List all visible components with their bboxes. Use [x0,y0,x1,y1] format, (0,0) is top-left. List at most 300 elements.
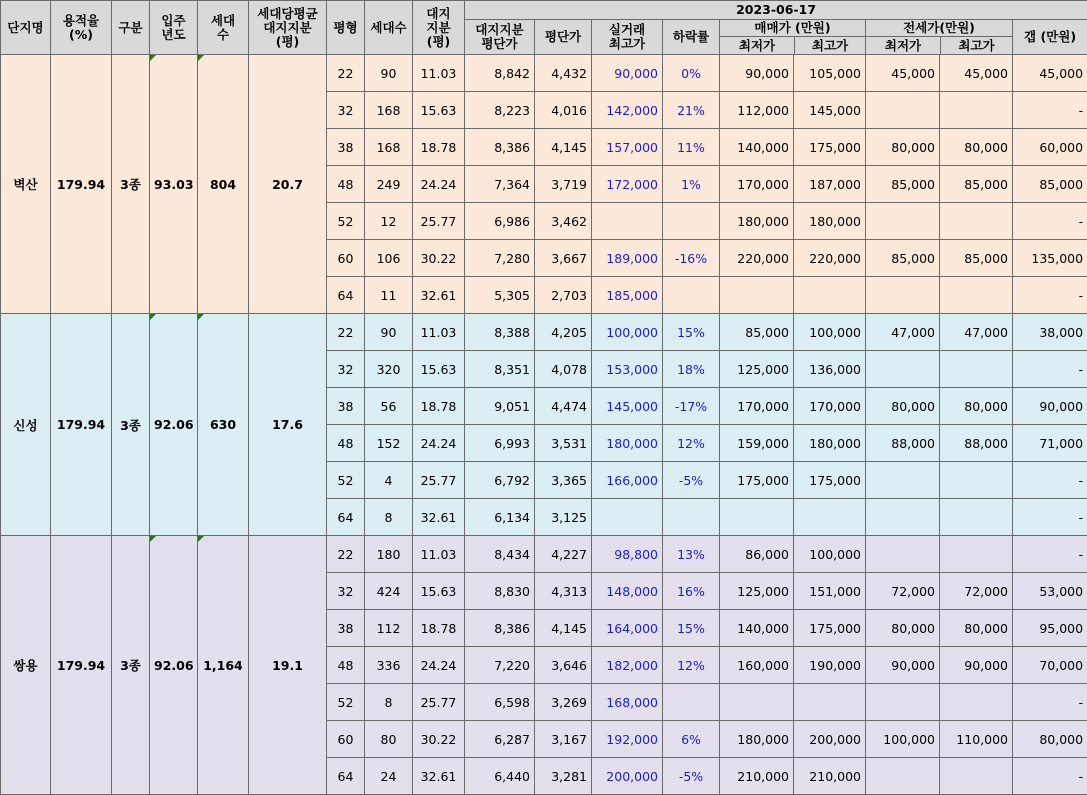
cell-decline-rate: -16% [663,240,720,277]
group-zone-value: 3종 [120,177,141,192]
cell-sale-max: 100,000 [794,536,866,573]
cell-gap: - [1013,92,1087,129]
group-built-year [150,55,198,314]
cell-sale-min: 210,000 [720,758,794,795]
cell-jeonse-max: 90,000 [940,647,1013,684]
cell-land-price-per-pyeong: 9,051 [465,388,535,425]
cell-sale-max: 100,000 [794,314,866,351]
group-households-value: 1,164 [203,658,243,673]
cell-unit-count: 152 [365,425,413,462]
cell-sale-max: 220,000 [794,240,866,277]
cell-land-price-per-pyeong: 7,364 [465,166,535,203]
cell-jeonse-max: 80,000 [940,388,1013,425]
header-sale-min: 최저가 [720,37,795,54]
cell-decline-rate: 0% [663,55,720,92]
header-jeonse-max: 최고가 [941,37,1012,54]
header-sale-max: 최고가 [795,37,865,54]
group-built-year-value: 92.06 [154,417,194,432]
cell-sale-min: 170,000 [720,166,794,203]
cell-jeonse-max [940,499,1013,536]
cell-price-per-pyeong: 3,646 [535,647,592,684]
cell-jeonse-max: 80,000 [940,610,1013,647]
group-built-year [150,536,198,795]
cell-jeonse-min: 88,000 [866,425,940,462]
cell-sale-min: 160,000 [720,647,794,684]
cell-land-share: 11.03 [413,314,465,351]
cell-comment-marker [150,55,156,61]
cell-jeonse-min [866,351,940,388]
cell-unit-count: 320 [365,351,413,388]
cell-price-per-pyeong: 4,145 [535,610,592,647]
cell-land-share: 24.24 [413,425,465,462]
table-row [1,55,1087,92]
header-date: 2023-06-17 [465,1,1087,20]
cell-price-per-pyeong: 3,269 [535,684,592,721]
cell-decline-rate: 16% [663,573,720,610]
cell-land-price-per-pyeong: 8,388 [465,314,535,351]
cell-unit-count: 90 [365,55,413,92]
header-far: 용적율 (%) [51,1,112,55]
cell-land-price-per-pyeong: 8,830 [465,573,535,610]
cell-unit-count: 56 [365,388,413,425]
table-row [1,314,1087,351]
cell-jeonse-max [940,758,1013,795]
cell-jeonse-max: 45,000 [940,55,1013,92]
header-jeonse-price-group [866,20,1013,55]
cell-land-share: 30.22 [413,240,465,277]
cell-sale-max: 175,000 [794,129,866,166]
cell-jeonse-min [866,92,940,129]
cell-real-trade-max: 189,000 [592,240,663,277]
cell-pyeong: 32 [327,351,365,388]
cell-real-trade-max: 145,000 [592,388,663,425]
cell-price-per-pyeong: 4,016 [535,92,592,129]
cell-sale-min: 112,000 [720,92,794,129]
cell-price-per-pyeong: 4,078 [535,351,592,388]
header-zone: 구분 [112,1,150,55]
cell-real-trade-max: 172,000 [592,166,663,203]
cell-land-price-per-pyeong: 6,134 [465,499,535,536]
group-households-value: 804 [210,177,236,192]
group-far [51,55,112,314]
cell-price-per-pyeong: 4,205 [535,314,592,351]
cell-real-trade-max: 148,000 [592,573,663,610]
cell-sale-min: 180,000 [720,203,794,240]
cell-land-price-per-pyeong: 8,434 [465,536,535,573]
header-complex-name: 단지명 [1,1,51,55]
header-land-share: 대지 지분 (평) [413,1,465,55]
header-jeonse-min: 최저가 [866,37,941,54]
cell-jeonse-min [866,536,940,573]
cell-pyeong: 52 [327,203,365,240]
cell-jeonse-min: 90,000 [866,647,940,684]
cell-unit-count: 24 [365,758,413,795]
group-zone [112,536,150,795]
cell-jeonse-min: 45,000 [866,55,940,92]
cell-sale-max: 190,000 [794,647,866,684]
cell-gap: 85,000 [1013,166,1087,203]
cell-pyeong: 22 [327,314,365,351]
cell-unit-count: 180 [365,536,413,573]
group-complex-name-value: 벽산 [13,177,37,192]
cell-sale-min: 86,000 [720,536,794,573]
group-complex-name [1,536,51,795]
cell-gap: - [1013,758,1087,795]
cell-sale-min: 125,000 [720,573,794,610]
cell-unit-count: 168 [365,129,413,166]
cell-gap: - [1013,203,1087,240]
cell-pyeong: 48 [327,647,365,684]
cell-jeonse-max: 85,000 [940,166,1013,203]
cell-unit-count: 80 [365,721,413,758]
group-far [51,314,112,536]
header-unit-count: 세대수 [365,1,413,55]
cell-comment-marker [150,536,156,542]
cell-jeonse-max [940,92,1013,129]
cell-land-share: 30.22 [413,721,465,758]
cell-sale-max [794,499,866,536]
cell-decline-rate [663,277,720,314]
header-households: 세대 수 [198,1,249,55]
cell-unit-count: 106 [365,240,413,277]
cell-unit-count: 168 [365,92,413,129]
cell-unit-count: 112 [365,610,413,647]
cell-price-per-pyeong: 4,227 [535,536,592,573]
cell-comment-marker [198,314,204,320]
group-complex-name-value: 쌍용 [13,658,37,673]
cell-pyeong: 48 [327,425,365,462]
group-built-year-value: 92.06 [154,658,194,673]
cell-decline-rate: -5% [663,758,720,795]
cell-gap: 71,000 [1013,425,1087,462]
cell-price-per-pyeong: 4,432 [535,55,592,92]
cell-land-share: 25.77 [413,462,465,499]
cell-real-trade-max: 157,000 [592,129,663,166]
cell-price-per-pyeong: 4,145 [535,129,592,166]
cell-land-share: 15.63 [413,351,465,388]
cell-real-trade-max [592,203,663,240]
cell-pyeong: 22 [327,55,365,92]
cell-price-per-pyeong: 3,125 [535,499,592,536]
cell-sale-min [720,684,794,721]
cell-real-trade-max: 185,000 [592,277,663,314]
header-decline-rate: 하락률 [663,20,720,55]
cell-jeonse-min: 100,000 [866,721,940,758]
header-avg-land-share: 세대당평균 대지지분 (평) [249,1,327,55]
cell-real-trade-max: 98,800 [592,536,663,573]
cell-unit-count: 8 [365,499,413,536]
cell-land-price-per-pyeong: 5,305 [465,277,535,314]
cell-pyeong: 22 [327,536,365,573]
cell-gap: 95,000 [1013,610,1087,647]
cell-sale-min: 175,000 [720,462,794,499]
group-households [198,536,249,795]
cell-land-share: 32.61 [413,758,465,795]
cell-gap: 70,000 [1013,647,1087,684]
cell-unit-count: 249 [365,166,413,203]
group-households [198,314,249,536]
group-complex-name-value: 신성 [13,418,37,433]
group-avg-land-share [249,55,327,314]
group-avg-land-share [249,536,327,795]
cell-gap: 60,000 [1013,129,1087,166]
cell-sale-min: 125,000 [720,351,794,388]
header-jeonse-price: 전세가(만원) [866,20,1012,37]
cell-jeonse-max [940,536,1013,573]
cell-sale-min: 140,000 [720,129,794,166]
group-avg-land-share-value: 17.6 [272,417,303,432]
cell-sale-max [794,277,866,314]
cell-price-per-pyeong: 3,281 [535,758,592,795]
cell-land-price-per-pyeong: 6,287 [465,721,535,758]
header-built-year: 입주 년도 [150,1,198,55]
cell-jeonse-max [940,462,1013,499]
cell-pyeong: 32 [327,92,365,129]
group-zone-value: 3종 [120,418,141,433]
cell-pyeong: 32 [327,573,365,610]
cell-jeonse-min [866,462,940,499]
cell-sale-min: 159,000 [720,425,794,462]
cell-sale-min: 85,000 [720,314,794,351]
cell-decline-rate: 11% [663,129,720,166]
cell-sale-max: 105,000 [794,55,866,92]
cell-price-per-pyeong: 4,474 [535,388,592,425]
cell-sale-min: 140,000 [720,610,794,647]
group-zone [112,314,150,536]
cell-pyeong: 64 [327,758,365,795]
cell-land-price-per-pyeong: 8,223 [465,92,535,129]
group-zone [112,55,150,314]
cell-jeonse-min: 80,000 [866,388,940,425]
cell-unit-count: 424 [365,573,413,610]
cell-sale-min: 220,000 [720,240,794,277]
cell-land-price-per-pyeong: 6,440 [465,758,535,795]
cell-jeonse-max [940,203,1013,240]
cell-sale-min: 170,000 [720,388,794,425]
cell-gap: - [1013,277,1087,314]
cell-sale-min [720,499,794,536]
cell-jeonse-min: 47,000 [866,314,940,351]
cell-jeonse-min [866,499,940,536]
cell-decline-rate [663,203,720,240]
cell-real-trade-max: 90,000 [592,55,663,92]
cell-decline-rate: 18% [663,351,720,388]
cell-land-price-per-pyeong: 6,792 [465,462,535,499]
cell-sale-max: 175,000 [794,462,866,499]
cell-sale-max: 180,000 [794,425,866,462]
group-built-year-value: 93.03 [154,177,194,192]
group-far [51,536,112,795]
cell-real-trade-max: 200,000 [592,758,663,795]
cell-sale-max: 136,000 [794,351,866,388]
cell-jeonse-max [940,351,1013,388]
cell-land-price-per-pyeong: 7,280 [465,240,535,277]
cell-decline-rate: 12% [663,647,720,684]
cell-jeonse-max: 72,000 [940,573,1013,610]
cell-real-trade-max: 192,000 [592,721,663,758]
cell-jeonse-min: 80,000 [866,610,940,647]
cell-land-share: 25.77 [413,203,465,240]
cell-decline-rate [663,499,720,536]
group-far-value: 179.94 [57,417,105,432]
cell-decline-rate: -5% [663,462,720,499]
cell-unit-count: 4 [365,462,413,499]
cell-unit-count: 90 [365,314,413,351]
cell-sale-max: 210,000 [794,758,866,795]
cell-price-per-pyeong: 3,719 [535,166,592,203]
cell-gap: - [1013,462,1087,499]
header-pyeong: 평형 [327,1,365,55]
group-avg-land-share [249,314,327,536]
cell-real-trade-max [592,499,663,536]
cell-price-per-pyeong: 2,703 [535,277,592,314]
cell-price-per-pyeong: 3,667 [535,240,592,277]
cell-price-per-pyeong: 4,313 [535,573,592,610]
cell-land-share: 32.61 [413,499,465,536]
cell-decline-rate: 6% [663,721,720,758]
cell-real-trade-max: 180,000 [592,425,663,462]
cell-jeonse-min: 85,000 [866,166,940,203]
group-built-year [150,314,198,536]
cell-sale-max [794,684,866,721]
cell-decline-rate: -17% [663,388,720,425]
cell-sale-max: 170,000 [794,388,866,425]
cell-comment-marker [150,314,156,320]
cell-sale-max: 180,000 [794,203,866,240]
cell-gap: 90,000 [1013,388,1087,425]
header-sale-price: 매매가 (만원) [720,20,865,37]
cell-jeonse-min: 85,000 [866,240,940,277]
group-zone-value: 3종 [120,658,141,673]
cell-comment-marker [198,55,204,61]
cell-land-share: 15.63 [413,573,465,610]
cell-decline-rate: 21% [663,92,720,129]
table-row [1,536,1087,573]
header-sale-price-group [720,20,866,55]
cell-decline-rate: 12% [663,425,720,462]
cell-real-trade-max: 100,000 [592,314,663,351]
cell-gap: 80,000 [1013,721,1087,758]
cell-price-per-pyeong: 3,167 [535,721,592,758]
cell-unit-count: 8 [365,684,413,721]
cell-sale-min: 90,000 [720,55,794,92]
cell-jeonse-max: 85,000 [940,240,1013,277]
cell-jeonse-max: 110,000 [940,721,1013,758]
cell-jeonse-min [866,203,940,240]
header-gap: 갭 (만원) [1013,20,1087,55]
group-households [198,55,249,314]
cell-price-per-pyeong: 3,462 [535,203,592,240]
cell-land-share: 18.78 [413,388,465,425]
cell-gap: 45,000 [1013,55,1087,92]
cell-sale-max: 187,000 [794,166,866,203]
header-row-1 [1,1,1087,20]
cell-land-share: 25.77 [413,684,465,721]
cell-land-share: 18.78 [413,129,465,166]
cell-jeonse-max: 47,000 [940,314,1013,351]
cell-jeonse-min: 80,000 [866,129,940,166]
cell-land-share: 11.03 [413,536,465,573]
cell-jeonse-min [866,684,940,721]
cell-gap: - [1013,536,1087,573]
cell-land-price-per-pyeong: 8,842 [465,55,535,92]
cell-unit-count: 336 [365,647,413,684]
cell-unit-count: 11 [365,277,413,314]
cell-land-share: 32.61 [413,277,465,314]
cell-sale-max: 175,000 [794,610,866,647]
cell-comment-marker [198,536,204,542]
cell-sale-max: 145,000 [794,92,866,129]
cell-decline-rate: 15% [663,314,720,351]
group-households-value: 630 [210,417,236,432]
cell-pyeong: 38 [327,129,365,166]
cell-pyeong: 64 [327,499,365,536]
cell-land-price-per-pyeong: 8,386 [465,610,535,647]
cell-gap: 38,000 [1013,314,1087,351]
cell-pyeong: 60 [327,721,365,758]
cell-sale-max: 200,000 [794,721,866,758]
cell-real-trade-max: 153,000 [592,351,663,388]
header-price-per-pyeong: 평단가 [535,20,592,55]
cell-pyeong: 52 [327,684,365,721]
group-far-value: 179.94 [57,177,105,192]
cell-land-share: 24.24 [413,166,465,203]
cell-decline-rate [663,684,720,721]
group-far-value: 179.94 [57,658,105,673]
cell-jeonse-min: 72,000 [866,573,940,610]
cell-real-trade-max: 182,000 [592,647,663,684]
cell-gap: 53,000 [1013,573,1087,610]
cell-sale-min [720,277,794,314]
group-avg-land-share-value: 19.1 [272,658,303,673]
cell-sale-min: 180,000 [720,721,794,758]
cell-pyeong: 64 [327,277,365,314]
cell-decline-rate: 1% [663,166,720,203]
cell-land-price-per-pyeong: 6,598 [465,684,535,721]
cell-price-per-pyeong: 3,365 [535,462,592,499]
cell-gap: - [1013,499,1087,536]
cell-real-trade-max: 168,000 [592,684,663,721]
cell-pyeong: 48 [327,166,365,203]
cell-price-per-pyeong: 3,531 [535,425,592,462]
cell-jeonse-max [940,277,1013,314]
cell-land-price-per-pyeong: 6,986 [465,203,535,240]
cell-land-share: 11.03 [413,55,465,92]
cell-gap: - [1013,684,1087,721]
cell-sale-max: 151,000 [794,573,866,610]
cell-unit-count: 12 [365,203,413,240]
cell-jeonse-min [866,758,940,795]
cell-real-trade-max: 164,000 [592,610,663,647]
cell-land-price-per-pyeong: 7,220 [465,647,535,684]
group-complex-name [1,314,51,536]
cell-pyeong: 52 [327,462,365,499]
cell-jeonse-max [940,684,1013,721]
cell-decline-rate: 13% [663,536,720,573]
group-avg-land-share-value: 20.7 [272,177,303,192]
cell-pyeong: 60 [327,240,365,277]
cell-real-trade-max: 142,000 [592,92,663,129]
cell-pyeong: 38 [327,388,365,425]
header-real-trade-max: 실거래 최고가 [592,20,663,55]
cell-land-price-per-pyeong: 8,351 [465,351,535,388]
cell-gap: 135,000 [1013,240,1087,277]
header-land-price-per-pyeong: 대지지분 평단가 [465,20,535,55]
cell-land-share: 24.24 [413,647,465,684]
cell-land-price-per-pyeong: 8,386 [465,129,535,166]
cell-pyeong: 38 [327,610,365,647]
cell-land-share: 15.63 [413,92,465,129]
